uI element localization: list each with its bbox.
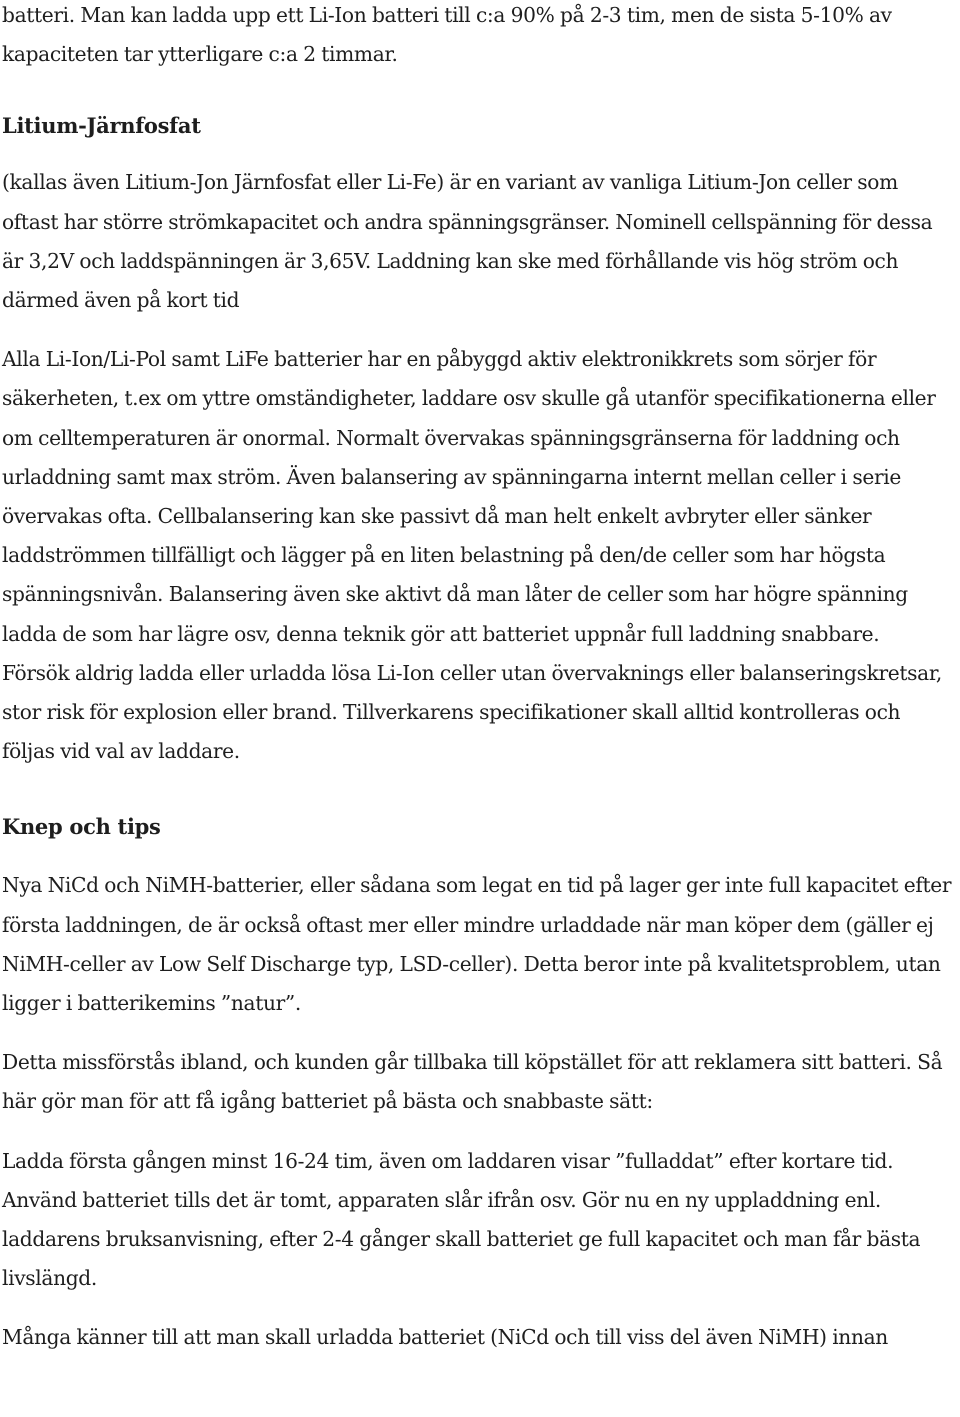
paragraph-lifepo4-description: (kallas även Litium-Jon Järnfosfat eller Li-Fe) är en variant av vanliga Litium-Jon celler som oftast har större strömkapacitet och andra spänningsgränser. Nominell cellspänning för dessa är 3,2V och laddspänningen är 3,65V. Laddning kan ske med förhållande vis hög ström och därmed även på kort tid (2, 170, 933, 313)
paragraph-first-charge: Ladda första gången minst 16-24 tim, även om laddaren visar ”fulladdat” efter kortare tid. Använd batteriet tills det är tomt, apparaten slår ifrån osv. Gör nu en ny uppladdning enl. laddarens bruksanvisning, efter 2-4 gånger skall batteriet ge full kapacitet och man får bästa livslängd. (2, 1148, 921, 1291)
paragraph-warning: Försök aldrig ladda eller urladda lösa Li-Ion celler utan övervaknings eller balanseringskretsar, stor risk för explosion eller brand. Tillverkarens specifikationer skall alltid kontrolleras och följas vid val av laddare. (2, 660, 942, 764)
paragraph-protection-circuit: Alla Li-Ion/Li-Pol samt LiFe batterier har en påbyggd aktiv elektronikkrets som sörjer för säkerheten, t.ex om yttre omständigheter, laddare osv skulle gå utanför specifikationerna eller om celltemperaturen är onormal. Normalt övervakas spänningsgränserna för laddning och urladdning samt max ström. Även balansering av spänningarna internt mellan celler i serie övervakas ofta. Cellbalansering kan ske passivt då man helt enkelt avbryter eller sänker laddströmmen tillfälligt och lägger på en liten belastning på den/de celler som har högsta spänningsnivån. Balansering även ske aktivt då man låter de celler som har högre spänning ladda de som har lägre osv, denna teknik gör att batteriet uppnår full laddning snabbare. (2, 347, 936, 646)
paragraph-discharge: Många känner till att man skall urladda batteriet (NiCd och till viss del även NiMH) innan (2, 1325, 888, 1350)
paragraph-new-batteries: Nya NiCd och NiMH-batterier, eller sådana som legat en tid på lager ger inte full kapacitet efter första laddningen, de är också oftast mer eller mindre urladdade när man köper dem (gäller ej NiMH-celler av Low Self Discharge typ, LSD-celler). Detta beror inte på kvalitetsproblem, utan ligger i batterikemins ”natur”. (2, 873, 952, 1016)
heading-knep-och-tips: Knep och tips (2, 814, 161, 840)
intro-paragraph: batteri. Man kan ladda upp ett Li-Ion batteri till c:a 90% på 2-3 tim, men de sista 5-10% av kapaciteten tar ytterligare c:a 2 timmar. (2, 3, 892, 67)
document-page (2, 0, 954, 1358)
heading-litium-jarnfosfat: Litium-Järnfosfat (2, 113, 201, 139)
paragraph-misunderstanding: Detta missförstås ibland, och kunden går tillbaka till köpstället för att reklamera sitt batteri. Så här gör man för att få igång batteriet på bästa och snabbaste sätt: (2, 1050, 943, 1114)
